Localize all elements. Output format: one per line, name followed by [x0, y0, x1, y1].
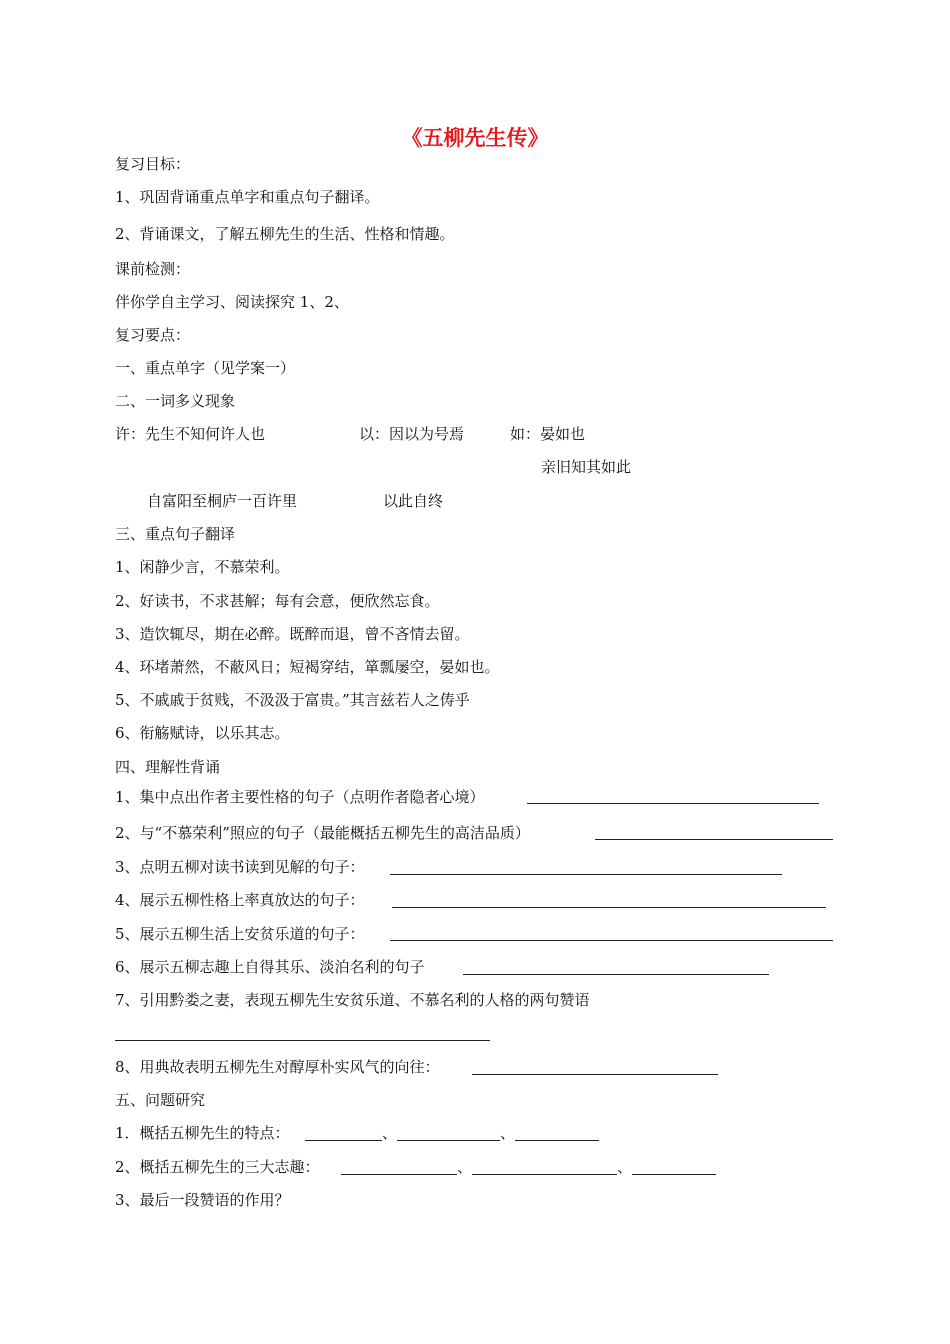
recite-item-5: 5、展示五柳生活上安贫乐道的句子： — [115, 925, 365, 943]
review-goal-2: 2、背诵课文，了解五柳先生的生活、性格和情趣。 — [115, 225, 455, 243]
sentence-item: 6、衔觞赋诗，以乐其志。 — [115, 724, 290, 742]
section-1-heading: 一、重点单字（见学案一） — [115, 359, 296, 377]
sentence-item: 1、闲静少言，不慕荣利。 — [115, 558, 290, 576]
comma-separator: 、 — [617, 1158, 633, 1176]
answer-blank[interactable] — [392, 906, 826, 908]
polysemy-xu-2: 自富阳至桐庐一百许里 — [147, 492, 298, 510]
recite-item-1: 1、集中点出作者主要性格的句子（点明作者隐者心境） — [115, 788, 485, 806]
answer-blank[interactable] — [595, 838, 833, 840]
question-3: 3、最后一段赞语的作用？ — [115, 1191, 290, 1209]
sentence-item: 2、好读书，不求甚解；每有会意，便欣然忘食。 — [115, 592, 440, 610]
answer-blank[interactable] — [341, 1173, 457, 1175]
recite-item-7: 7、引用黔娄之妻，表现五柳先生安贫乐道、不慕名利的人格的两句赞语 — [115, 991, 590, 1009]
comma-separator: 、 — [500, 1124, 516, 1142]
review-points-heading: 复习要点： — [115, 326, 191, 344]
polysemy-yi-1: 以：因以为号焉 — [359, 425, 465, 443]
answer-blank[interactable] — [515, 1139, 599, 1141]
sentence-item: 3、造饮辄尽，期在必醉。既醉而退，曾不吝情去留。 — [115, 625, 470, 643]
question-1: 1．概括五柳先生的特点： — [115, 1124, 290, 1142]
pre-class-text: 伴你学自主学习、阅读探究 1、2、 — [115, 293, 349, 311]
recite-item-4: 4、展示五柳性格上率真放达的句子： — [115, 891, 365, 909]
sentence-item: 4、环堵萧然，不蔽风日；短褐穿结，箪瓢屡空，晏如也。 — [115, 658, 500, 676]
answer-blank[interactable] — [115, 1039, 490, 1041]
answer-blank[interactable] — [305, 1139, 382, 1141]
review-goal-1: 1、巩固背诵重点单字和重点句子翻译。 — [115, 188, 380, 206]
section-2-heading: 二、一词多义现象 — [115, 392, 236, 410]
page-title: 《五柳先生传》 — [401, 126, 549, 150]
recite-item-8: 8、用典故表明五柳先生对醇厚朴实风气的向往： — [115, 1058, 440, 1076]
pre-class-heading: 课前检测： — [115, 260, 191, 278]
answer-blank[interactable] — [527, 802, 819, 804]
answer-blank[interactable] — [632, 1173, 716, 1175]
sentence-item: 5、不戚戚于贫贱，不汲汲于富贵。”其言兹若人之俦乎 — [115, 691, 470, 709]
polysemy-ru-1: 如：晏如也 — [510, 425, 586, 443]
answer-blank[interactable] — [390, 939, 833, 941]
polysemy-xu-1: 许：先生不知何许人也 — [115, 425, 266, 443]
section-3-heading: 三、重点句子翻译 — [115, 525, 236, 543]
answer-blank[interactable] — [397, 1139, 500, 1141]
question-2: 2、概括五柳先生的三大志趣： — [115, 1158, 320, 1176]
recite-item-2: 2、与“不慕荣利”照应的句子（最能概括五柳先生的高洁品质） — [115, 824, 530, 842]
answer-blank[interactable] — [472, 1173, 617, 1175]
review-goals-heading: 复习目标： — [115, 155, 191, 173]
comma-separator: 、 — [382, 1124, 398, 1142]
polysemy-ru-2: 亲旧知其如此 — [541, 458, 632, 476]
recite-item-3: 3、点明五柳对读书读到见解的句子： — [115, 858, 365, 876]
answer-blank[interactable] — [472, 1073, 718, 1075]
section-4-heading: 四、理解性背诵 — [115, 758, 221, 776]
polysemy-yi-2: 以此自终 — [383, 492, 444, 510]
section-5-heading: 五、问题研究 — [115, 1091, 206, 1109]
answer-blank[interactable] — [390, 873, 782, 875]
recite-item-6: 6、展示五柳志趣上自得其乐、淡泊名利的句子 — [115, 958, 425, 976]
comma-separator: 、 — [457, 1158, 473, 1176]
answer-blank[interactable] — [463, 973, 769, 975]
